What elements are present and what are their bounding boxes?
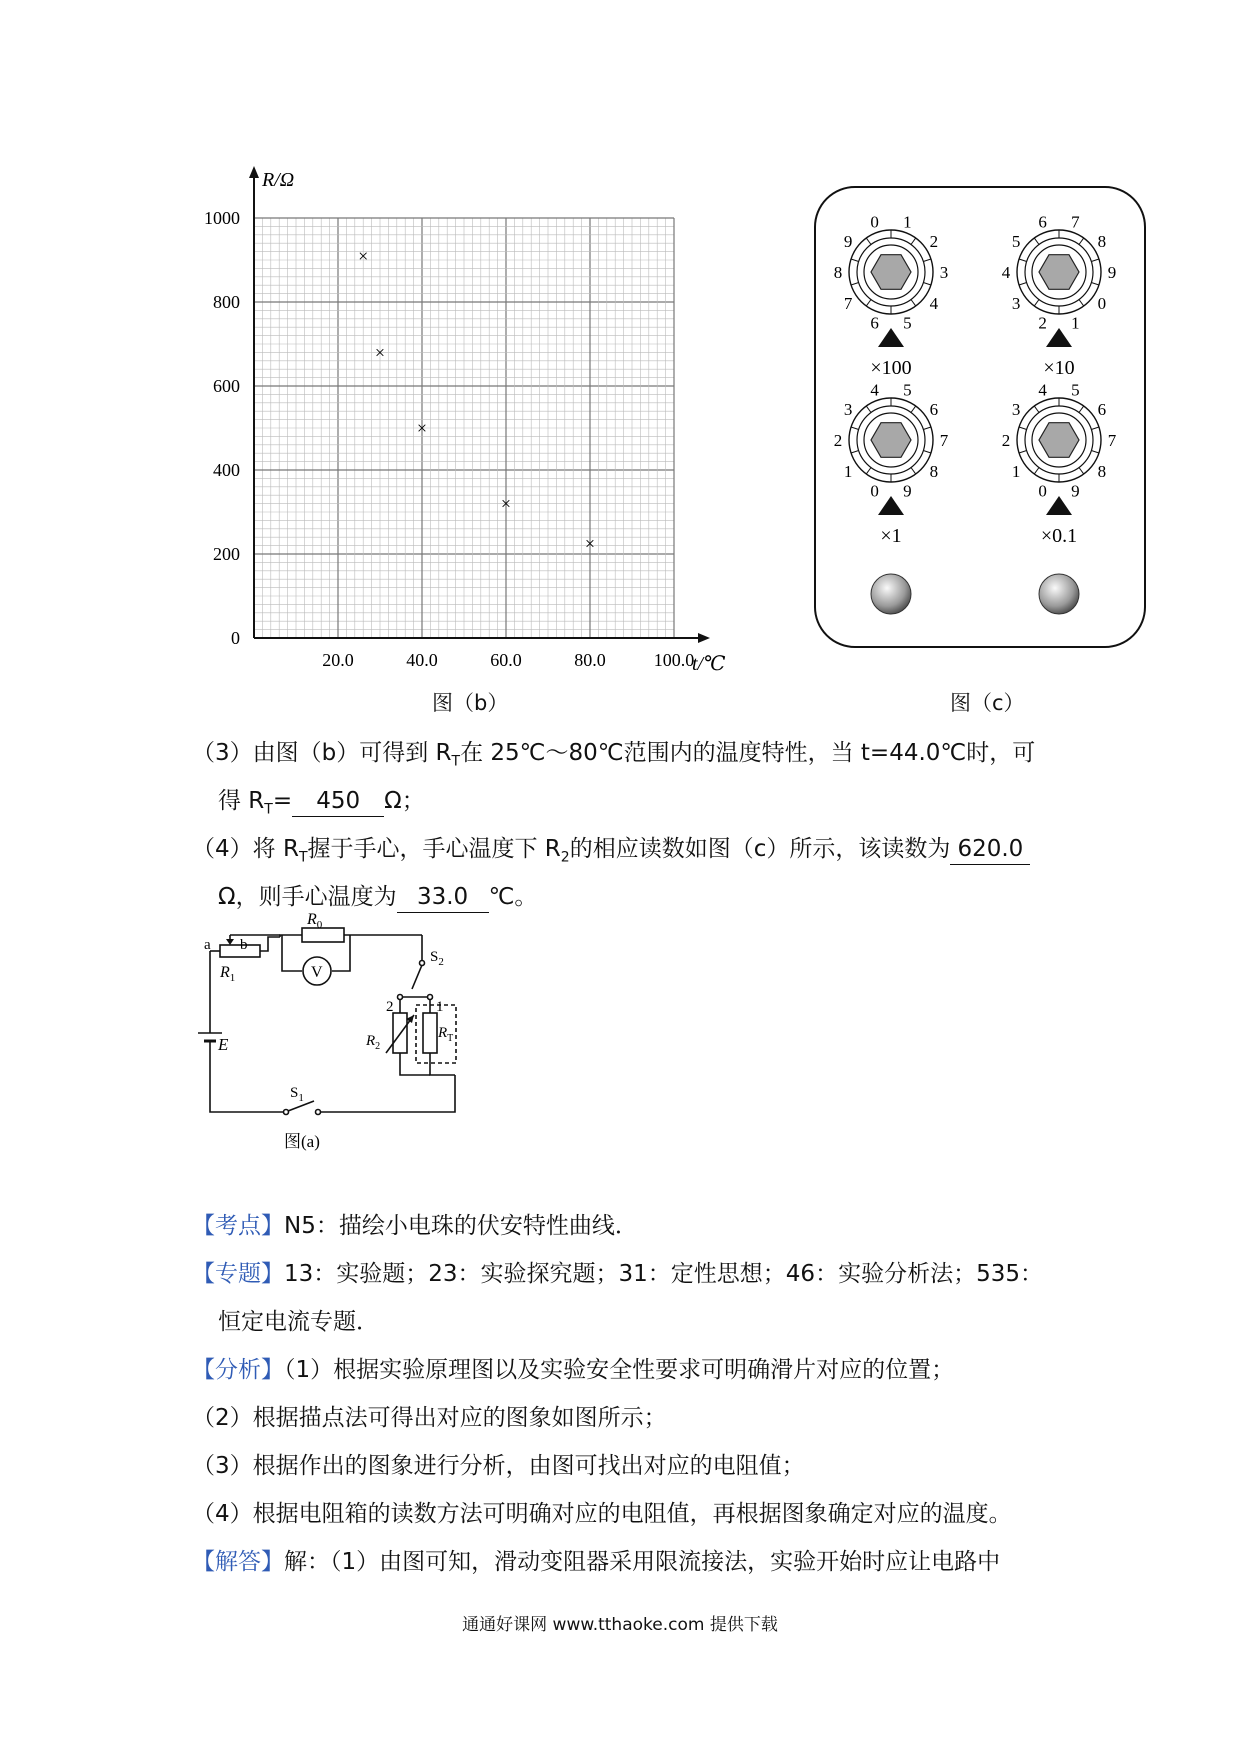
dial-number: 3 xyxy=(843,399,853,419)
dial-multiplier: ×10 xyxy=(1043,357,1075,379)
page-footer: 通通好课网 www.tthaoke.com 提供下载 xyxy=(462,1615,778,1635)
y-tick-label: 800 xyxy=(213,292,240,312)
dial-number: 7 xyxy=(939,431,949,450)
label-r1: $R_1$ xyxy=(220,964,236,984)
dial-number: 4 xyxy=(1038,380,1047,400)
jieda-line1 xyxy=(192,1547,1000,1577)
dial-number: 2 xyxy=(833,431,843,450)
dial xyxy=(1002,381,1117,547)
y-tick-label: 600 xyxy=(213,376,240,396)
label-rt: $R_T$ xyxy=(438,1025,454,1044)
q4-mid: 握于手心，手心温度下 R xyxy=(307,836,561,862)
y-tick-label: 0 xyxy=(231,628,240,648)
dial-number: 3 xyxy=(939,263,949,282)
dial-number: 7 xyxy=(843,294,853,314)
q4-sub: T xyxy=(298,849,308,866)
dial-number: 8 xyxy=(929,462,939,482)
fenxi-text4: （4）根据电阻箱的读数方法可明确对应的电阻值，再根据图象确定对应的温度。 xyxy=(192,1501,1012,1527)
dial-number: 0 xyxy=(1038,481,1047,501)
x-axis-arrow xyxy=(698,633,710,643)
zhuanti-line1 xyxy=(192,1259,1043,1289)
dial-multiplier: ×1 xyxy=(880,525,902,547)
dial-number: 1 xyxy=(1071,313,1080,333)
fenxi-tag: 【分析】 xyxy=(192,1357,284,1383)
dial-number: 0 xyxy=(870,212,879,232)
q4-answer2: 33.0 xyxy=(397,882,489,913)
dials xyxy=(834,213,1117,547)
fenxi-line4 xyxy=(192,1499,1012,1529)
y-tick-label: 1000 xyxy=(204,208,240,228)
q3-line1 xyxy=(192,738,1035,777)
dial-number: 1 xyxy=(843,462,853,482)
dial-number: 2 xyxy=(929,231,939,251)
label-s2: $S_2$ xyxy=(430,949,444,968)
data-points xyxy=(358,246,595,554)
dial-number: 3 xyxy=(1011,399,1021,419)
dial-number: 9 xyxy=(843,231,853,251)
dial-number: 1 xyxy=(1011,462,1021,482)
q3-text-b: 在 25℃～80℃范围内的温度特性，当 t=44.0℃时，可 xyxy=(460,740,1036,766)
dial-number: 6 xyxy=(929,399,939,419)
rt-resistor xyxy=(423,1013,437,1053)
dial-number: 9 xyxy=(903,481,912,501)
dial-number: 6 xyxy=(1097,399,1107,419)
knob-right xyxy=(1039,574,1079,614)
figure-b-caption: 图（b） xyxy=(432,691,509,715)
label-2: 2 xyxy=(386,999,394,1015)
q4-pre: （4）将 R xyxy=(192,836,299,862)
dial-multiplier: ×0.1 xyxy=(1040,525,1078,547)
q3-sub: T xyxy=(451,753,461,770)
q4-answer1: 620.0 xyxy=(950,834,1030,865)
dial-number: 2 xyxy=(1038,313,1047,333)
y-axis-label: R/Ω xyxy=(262,169,295,191)
jieda-text1: 解：（1）由图可知，滑动变阻器采用限流接法，实验开始时应让电路中 xyxy=(284,1549,1001,1575)
dial-number: 5 xyxy=(1011,231,1021,251)
s2-switch xyxy=(412,965,422,989)
dial-pointer xyxy=(878,496,904,515)
q4-line1 xyxy=(192,834,1030,873)
fenxi-text3: （3）根据作出的图象进行分析，由图可找出对应的电阻值； xyxy=(192,1453,805,1479)
data-point: × xyxy=(374,342,386,363)
label-r2: $R_2$ xyxy=(366,1033,381,1052)
zhuanti-tag: 【专题】 xyxy=(192,1261,284,1287)
dial-number: 8 xyxy=(833,263,843,282)
label-r0-text: $R_0$ xyxy=(307,911,323,931)
data-point: × xyxy=(584,533,596,554)
y-tick-label: 200 xyxy=(213,544,240,564)
fenxi-text1: （1）根据实验原理图以及实验安全性要求可明确滑片对应的位置； xyxy=(284,1357,955,1383)
x-tick-label: 80.0 xyxy=(574,650,606,670)
dial xyxy=(834,381,949,547)
dial-number: 7 xyxy=(1071,212,1080,232)
fenxi-line2 xyxy=(192,1403,667,1433)
y-axis-arrow xyxy=(249,166,259,178)
dial-number: 9 xyxy=(1071,481,1080,501)
figure-c-caption: 图（c） xyxy=(950,691,1025,715)
dial-number: 0 xyxy=(1097,294,1107,314)
data-point: × xyxy=(500,493,512,514)
dial-number: 2 xyxy=(1001,431,1011,450)
dial-pointer xyxy=(878,328,904,347)
figure-c-resistance-box xyxy=(812,184,1152,664)
x-tick-label: 40.0 xyxy=(406,650,438,670)
dial-number: 4 xyxy=(870,380,879,400)
dial-number: 8 xyxy=(1097,462,1107,482)
dial-number: 3 xyxy=(1011,294,1021,314)
x-axis-label: t/℃ xyxy=(692,653,726,675)
label-e: E xyxy=(218,1035,229,1054)
figure-b-chart xyxy=(180,160,740,680)
data-point: × xyxy=(358,245,369,266)
dial-number: 6 xyxy=(1038,212,1047,232)
zhuanti-line2 xyxy=(218,1307,379,1337)
kaodian-line xyxy=(192,1211,638,1241)
q3-answer: 450 xyxy=(292,786,384,817)
dial xyxy=(834,213,949,379)
kaodian-tag: 【考点】 xyxy=(192,1213,284,1239)
zhuanti-text2: 恒定电流专题． xyxy=(218,1309,379,1335)
fenxi-line1 xyxy=(192,1355,954,1385)
q3-line2-pre: 得 R xyxy=(218,788,265,814)
q3-line2-sub: T xyxy=(264,801,273,818)
y-tick-labels xyxy=(204,208,240,648)
q3-unit: Ω； xyxy=(384,788,425,814)
q4-sub2: 2 xyxy=(560,849,570,866)
x-tick-label: 60.0 xyxy=(490,650,522,670)
dial-number: 5 xyxy=(903,313,912,333)
dial-number: 9 xyxy=(1107,263,1117,282)
dial-pointer xyxy=(1046,496,1072,515)
q4-line2-post: ℃。 xyxy=(488,884,538,910)
r0-resistor xyxy=(302,928,344,942)
label-1: 1 xyxy=(436,999,444,1015)
dial-number: 8 xyxy=(1097,231,1107,251)
dial-number: 1 xyxy=(903,212,912,232)
dial-number: 7 xyxy=(1107,431,1117,450)
y-tick-label: 400 xyxy=(213,460,240,480)
dial-number: 4 xyxy=(929,294,939,314)
label-b: b xyxy=(240,937,248,953)
q3-eq: = xyxy=(272,788,293,814)
dial-number: 0 xyxy=(870,481,879,501)
x-tick-label: 20.0 xyxy=(322,650,354,670)
dial-pointer xyxy=(1046,328,1072,347)
label-s1: $S_1$ xyxy=(290,1085,304,1104)
label-v: V xyxy=(311,964,323,981)
label-a: a xyxy=(204,937,211,953)
q3-line2 xyxy=(218,786,425,825)
q4-line2-pre: Ω，则手心温度为 xyxy=(218,884,397,910)
zhuanti-text1: 13：实验题；23：实验探究题；31：定性思想；46：实验分析法；535： xyxy=(284,1261,1043,1287)
q3-text-a: （3）由图（b）可得到 R xyxy=(192,740,452,766)
q4-rest: 的相应读数如图（c）所示，该读数为 xyxy=(569,836,951,862)
dial-number: 6 xyxy=(870,313,879,333)
kaodian-text: N5：描绘小电珠的伏安特性曲线． xyxy=(284,1213,638,1239)
chart-grid xyxy=(254,218,674,638)
q4-line2 xyxy=(218,882,537,913)
data-point: × xyxy=(416,418,428,438)
dial xyxy=(1002,213,1117,379)
fenxi-text2: （2）根据描点法可得出对应的图象如图所示； xyxy=(192,1405,667,1431)
knob-left xyxy=(871,574,911,614)
dial-multiplier: ×100 xyxy=(870,357,912,379)
figure-a-caption: 图(a) xyxy=(284,1132,320,1151)
jieda-tag: 【解答】 xyxy=(192,1549,284,1575)
dial-number: 4 xyxy=(1001,263,1011,282)
dial-number: 5 xyxy=(1071,380,1080,400)
fenxi-line3 xyxy=(192,1451,805,1481)
figure-a-circuit xyxy=(190,911,530,1160)
x-tick-labels xyxy=(322,650,694,670)
x-tick-label: 100.0 xyxy=(653,650,695,670)
box-outline xyxy=(815,187,1145,647)
dial-number: 5 xyxy=(903,380,912,400)
